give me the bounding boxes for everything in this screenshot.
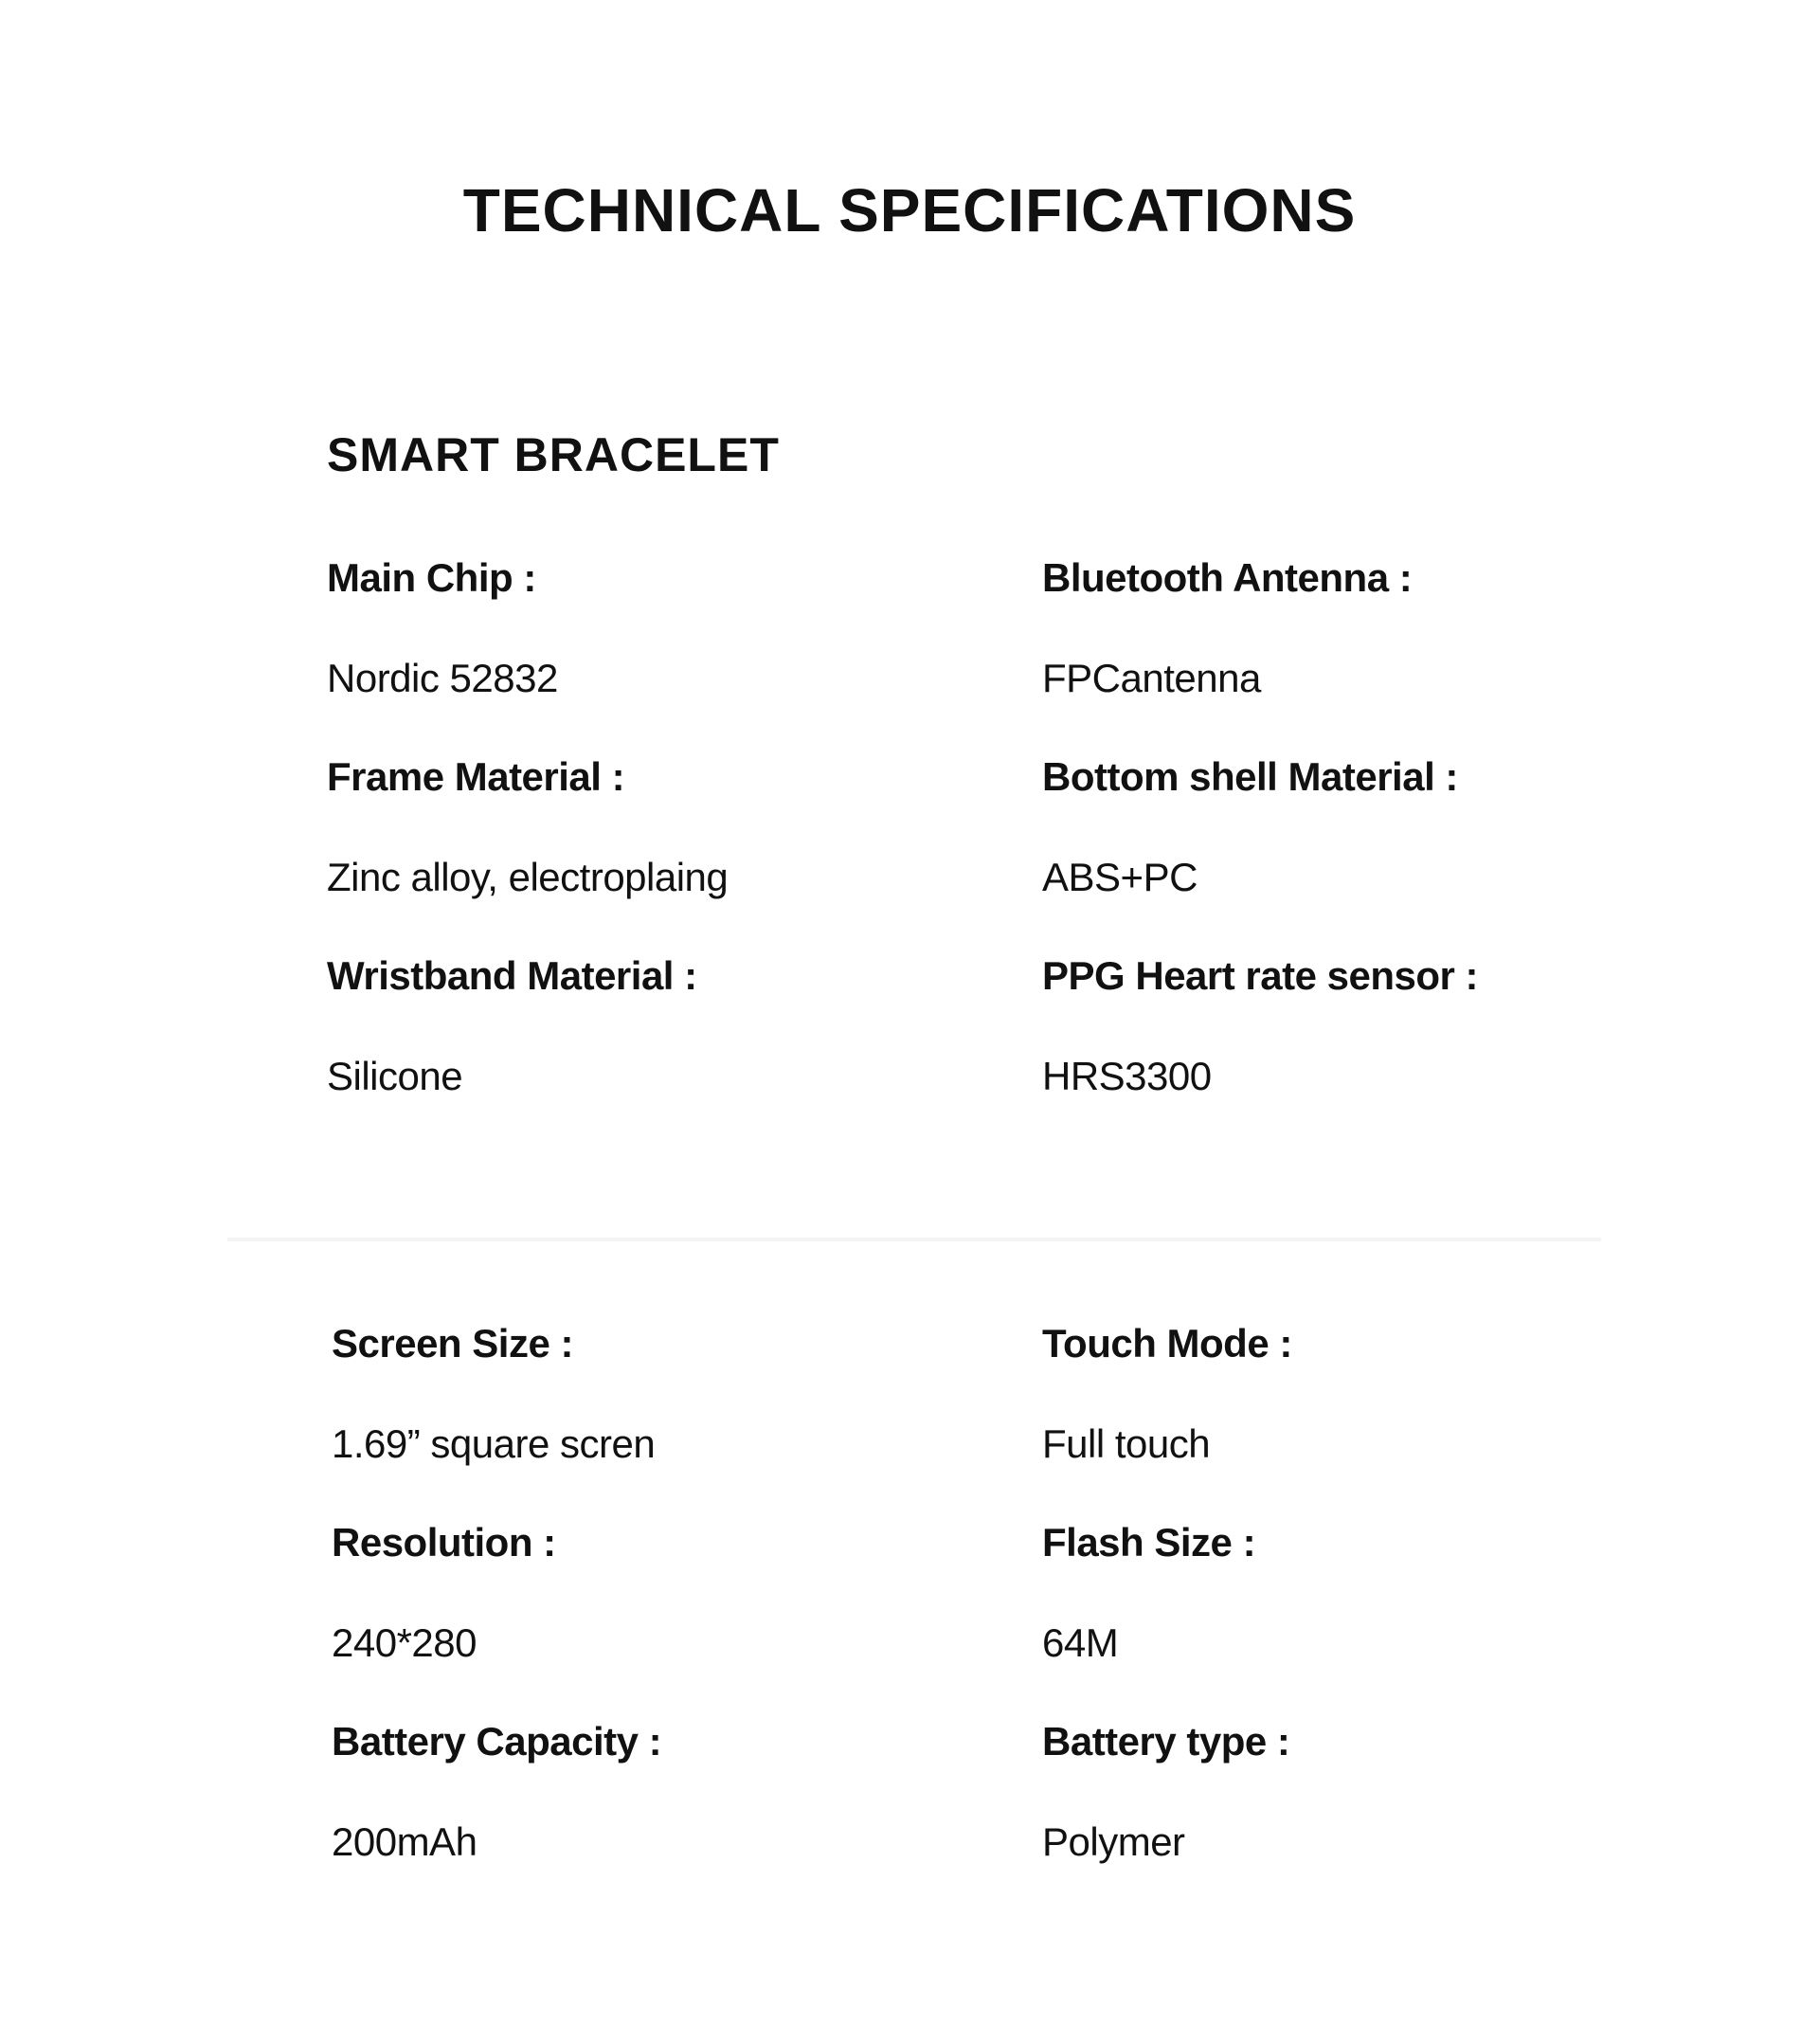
section-title-smart-bracelet: SMART BRACELET — [327, 428, 780, 481]
spec-value: Full touch — [1042, 1421, 1211, 1466]
spec-value: FPCantenna — [1042, 656, 1261, 700]
spec-label: Wristband Material : — [327, 953, 697, 998]
spec-flash-size — [1042, 1514, 1724, 1672]
spec-value: ABS+PC — [1042, 855, 1198, 899]
spec-screen-size — [332, 1315, 1014, 1473]
spec-label: Frame Material : — [327, 754, 625, 799]
spec-label: Flash Size : — [1042, 1520, 1256, 1565]
spec-value: 1.69” square scren — [332, 1421, 656, 1466]
spec-value: 64M — [1042, 1620, 1119, 1665]
spec-bottom-shell-material — [1042, 749, 1724, 906]
spec-touch-mode — [1042, 1315, 1724, 1473]
spec-label: Touch Mode : — [1042, 1321, 1292, 1366]
spec-value: Polymer — [1042, 1819, 1185, 1864]
spec-value: HRS3300 — [1042, 1054, 1212, 1098]
section-divider — [227, 1238, 1601, 1241]
spec-value: Silicone — [327, 1054, 463, 1098]
spec-label: Main Chip : — [327, 555, 536, 600]
spec-ppg-heart-rate-sensor — [1042, 948, 1724, 1105]
spec-value: Zinc alloy, electroplaing — [327, 855, 729, 899]
spec-bluetooth-antenna — [1042, 550, 1724, 707]
spec-wristband-material — [327, 948, 1009, 1105]
spec-value: 240*280 — [332, 1620, 477, 1665]
spec-label: Screen Size : — [332, 1321, 573, 1366]
spec-value: Nordic 52832 — [327, 656, 558, 700]
spec-battery-capacity — [332, 1713, 1014, 1871]
spec-label: Battery Capacity : — [332, 1719, 662, 1764]
spec-main-chip — [327, 550, 1009, 707]
spec-resolution — [332, 1514, 1014, 1672]
spec-label: PPG Heart rate sensor : — [1042, 953, 1479, 998]
spec-label: Resolution : — [332, 1520, 556, 1565]
spec-frame-material — [327, 749, 1009, 906]
spec-value: 200mAh — [332, 1819, 477, 1864]
page-title: TECHNICAL SPECIFICATIONS — [462, 176, 1357, 244]
spec-label: Bluetooth Antenna : — [1042, 555, 1413, 600]
spec-label: Battery type : — [1042, 1719, 1290, 1764]
spec-label: Bottom shell Material : — [1042, 754, 1458, 799]
spec-battery-type — [1042, 1713, 1724, 1871]
